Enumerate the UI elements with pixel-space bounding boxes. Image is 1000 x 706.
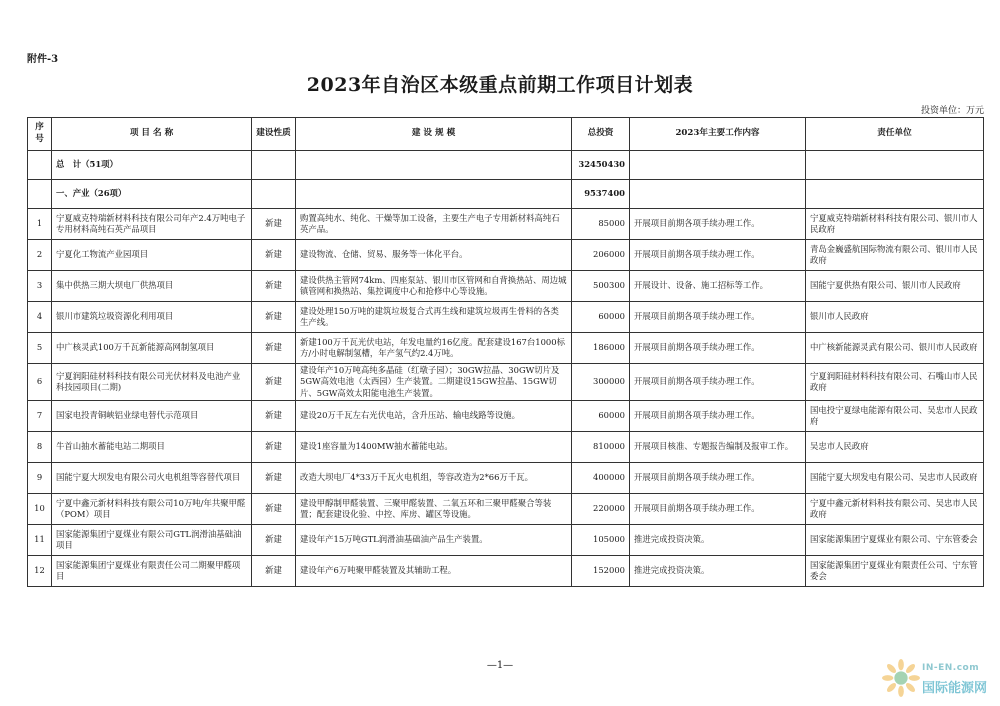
total-value: 32450430	[572, 151, 630, 180]
responsible-unit: 宁夏威克特瑞新材料科技有限公司、银川市人民政府	[806, 209, 984, 240]
construction-scale: 建设年产10万吨高纯多晶硅（红墩子园）；30GW拉晶、30GW切片及5GW高效电池（太西园）生产装置。二期建设15GW拉晶、15GW切片、5GW高效太阳能电池生产装置。	[296, 364, 572, 401]
project-name: 银川市建筑垃圾资源化利用项目	[52, 302, 252, 333]
responsible-unit: 国能宁夏供热有限公司、银川市人民政府	[806, 271, 984, 302]
sunflower-logo-icon	[882, 659, 920, 697]
table-row	[28, 240, 984, 271]
construction-scale: 新建100万千瓦光伏电站，年发电量约16亿度。配套建设167台1000标方/小时电解制氢槽，年产氢气约2.4万吨。	[296, 333, 572, 364]
project-name: 宁夏威克特瑞新材料科技有限公司年产2.4万吨电子专用材料高纯石英产品项目	[52, 209, 252, 240]
project-name: 集中供热三期大坝电厂供热项目	[52, 271, 252, 302]
col-header-no: 序号	[28, 118, 52, 151]
investment-unit: 投资单位：万元	[920, 106, 984, 116]
industry-label: 一、产业（26项）	[52, 180, 252, 209]
construction-type: 新建	[252, 494, 296, 525]
table-row	[28, 463, 984, 494]
watermark	[882, 655, 992, 701]
work-content: 开展项目前期各项手续办理工作。	[630, 240, 806, 271]
project-name: 宁夏润阳硅材料科技有限公司光伏材料及电池产业科技园项目(二期)	[52, 364, 252, 401]
total-investment: 85000	[572, 209, 630, 240]
responsible-unit: 国电投宁夏绿电能源有限公司、吴忠市人民政府	[806, 401, 984, 432]
col-header-name: 项 目 名 称	[52, 118, 252, 151]
table-row	[28, 432, 984, 463]
construction-type: 新建	[252, 209, 296, 240]
work-content: 开展项目前期各项手续办理工作。	[630, 401, 806, 432]
construction-type: 新建	[252, 525, 296, 556]
row-number: 9	[28, 463, 52, 494]
total-investment: 186000	[572, 333, 630, 364]
project-name: 国家能源集团宁夏煤业有限责任公司二期聚甲醛项目	[52, 556, 252, 587]
construction-scale: 建设甲醇制甲醛装置、三聚甲醛装置、二氧五环和三聚甲醛聚合等装置；配套建设化验、中控、库房、罐区等设施。	[296, 494, 572, 525]
col-header-investment: 总投资	[572, 118, 630, 151]
work-content: 开展项目前期各项手续办理工作。	[630, 494, 806, 525]
construction-type: 新建	[252, 401, 296, 432]
work-content: 开展项目核准、专题报告编制及报审工作。	[630, 432, 806, 463]
total-investment: 500300	[572, 271, 630, 302]
construction-scale: 改造大坝电厂4*33万千瓦火电机组，等容改造为2*66万千瓦。	[296, 463, 572, 494]
row-number: 4	[28, 302, 52, 333]
table-row	[28, 333, 984, 364]
work-content: 开展项目前期各项手续办理工作。	[630, 333, 806, 364]
project-name: 中广核灵武100万千瓦新能源高网制氢项目	[52, 333, 252, 364]
total-investment: 810000	[572, 432, 630, 463]
col-header-work: 2023年主要工作内容	[630, 118, 806, 151]
total-investment: 220000	[572, 494, 630, 525]
table-row	[28, 302, 984, 333]
table-row	[28, 525, 984, 556]
construction-scale: 建设物流、仓储、贸易、服务等一体化平台。	[296, 240, 572, 271]
responsible-unit: 青岛金巍盛航国际物流有限公司、银川市人民政府	[806, 240, 984, 271]
responsible-unit: 宁夏中鑫元新材料科技有限公司、吴忠市人民政府	[806, 494, 984, 525]
construction-type: 新建	[252, 240, 296, 271]
responsible-unit: 吴忠市人民政府	[806, 432, 984, 463]
table-row	[28, 209, 984, 240]
construction-type: 新建	[252, 463, 296, 494]
watermark-url: IN-EN.com	[922, 663, 980, 673]
responsible-unit: 国家能源集团宁夏煤业有限公司、宁东管委会	[806, 525, 984, 556]
col-header-type: 建设性质	[252, 118, 296, 151]
construction-scale: 建设年产15万吨GTL润滑油基础油产品生产装置。	[296, 525, 572, 556]
work-content: 推进完成投资决策。	[630, 556, 806, 587]
total-investment: 206000	[572, 240, 630, 271]
project-name: 国家能源集团宁夏煤业有限公司GTL润滑油基础油项目	[52, 525, 252, 556]
construction-type: 新建	[252, 333, 296, 364]
table-row	[28, 271, 984, 302]
construction-scale: 购置高纯水、纯化、干燥等加工设备，主要生产电子专用新材料高纯石英产品。	[296, 209, 572, 240]
construction-type: 新建	[252, 271, 296, 302]
row-number: 8	[28, 432, 52, 463]
industry-row	[28, 180, 984, 209]
responsible-unit: 银川市人民政府	[806, 302, 984, 333]
annex-label: 附件-3	[27, 54, 59, 65]
project-name: 国能宁夏大坝发电有限公司火电机组等容替代项目	[52, 463, 252, 494]
work-content: 开展项目前期各项手续办理工作。	[630, 463, 806, 494]
row-number: 7	[28, 401, 52, 432]
construction-type: 新建	[252, 364, 296, 401]
table-row	[28, 556, 984, 587]
row-number: 5	[28, 333, 52, 364]
total-investment: 60000	[572, 401, 630, 432]
industry-value: 9537400	[572, 180, 630, 209]
responsible-unit: 国家能源集团宁夏煤业有限责任公司、宁东管委会	[806, 556, 984, 587]
col-header-scale: 建 设 规 模	[296, 118, 572, 151]
construction-type: 新建	[252, 302, 296, 333]
total-row	[28, 151, 984, 180]
total-investment: 400000	[572, 463, 630, 494]
responsible-unit: 中广核新能源灵武有限公司、银川市人民政府	[806, 333, 984, 364]
row-number: 6	[28, 364, 52, 401]
watermark-name: 国际能源网	[922, 681, 988, 696]
table-row	[28, 494, 984, 525]
row-number: 12	[28, 556, 52, 587]
work-content: 开展项目前期各项手续办理工作。	[630, 209, 806, 240]
construction-scale: 建设年产6万吨聚甲醛装置及其辅助工程。	[296, 556, 572, 587]
work-content: 开展设计、设备、施工招标等工作。	[630, 271, 806, 302]
total-investment: 60000	[572, 302, 630, 333]
table-row	[28, 364, 984, 401]
page-number: —1—	[486, 660, 514, 671]
project-plan-table	[27, 117, 984, 587]
col-header-unit: 责任单位	[806, 118, 984, 151]
row-number: 1	[28, 209, 52, 240]
total-label: 总 计（51项）	[52, 151, 252, 180]
project-name: 宁夏化工物流产业园项目	[52, 240, 252, 271]
project-name: 国家电投青铜峡铝业绿电替代示范项目	[52, 401, 252, 432]
row-number: 11	[28, 525, 52, 556]
work-content: 推进完成投资决策。	[630, 525, 806, 556]
row-number: 10	[28, 494, 52, 525]
total-investment: 300000	[572, 364, 630, 401]
construction-scale: 建设供热主管网74km、四座泵站、银川市区管网和自背换热站、周边城镇管网和换热站、集控调度中心和抢修中心等设施。	[296, 271, 572, 302]
work-content: 开展项目前期各项手续办理工作。	[630, 364, 806, 401]
total-investment: 152000	[572, 556, 630, 587]
construction-type: 新建	[252, 432, 296, 463]
construction-scale: 建设1座容量为1400MW抽水蓄能电站。	[296, 432, 572, 463]
construction-type: 新建	[252, 556, 296, 587]
construction-scale: 建设20万千瓦左右光伏电站，含升压站、输电线路等设施。	[296, 401, 572, 432]
project-name: 牛首山抽水蓄能电站二期项目	[52, 432, 252, 463]
table-row	[28, 401, 984, 432]
row-number: 2	[28, 240, 52, 271]
project-name: 宁夏中鑫元新材料科技有限公司10万吨/年共聚甲醛（POM）项目	[52, 494, 252, 525]
total-investment: 105000	[572, 525, 630, 556]
responsible-unit: 宁夏润阳硅材料科技有限公司、石嘴山市人民政府	[806, 364, 984, 401]
construction-scale: 建设处理150万吨的建筑垃圾复合式再生线和建筑垃圾再生骨料的各类生产线。	[296, 302, 572, 333]
responsible-unit: 国能宁夏大坝发电有限公司、吴忠市人民政府	[806, 463, 984, 494]
table-header-row	[28, 118, 984, 151]
work-content: 开展项目前期各项手续办理工作。	[630, 302, 806, 333]
page-title: 2023年自治区本级重点前期工作项目计划表	[306, 74, 694, 96]
row-number: 3	[28, 271, 52, 302]
